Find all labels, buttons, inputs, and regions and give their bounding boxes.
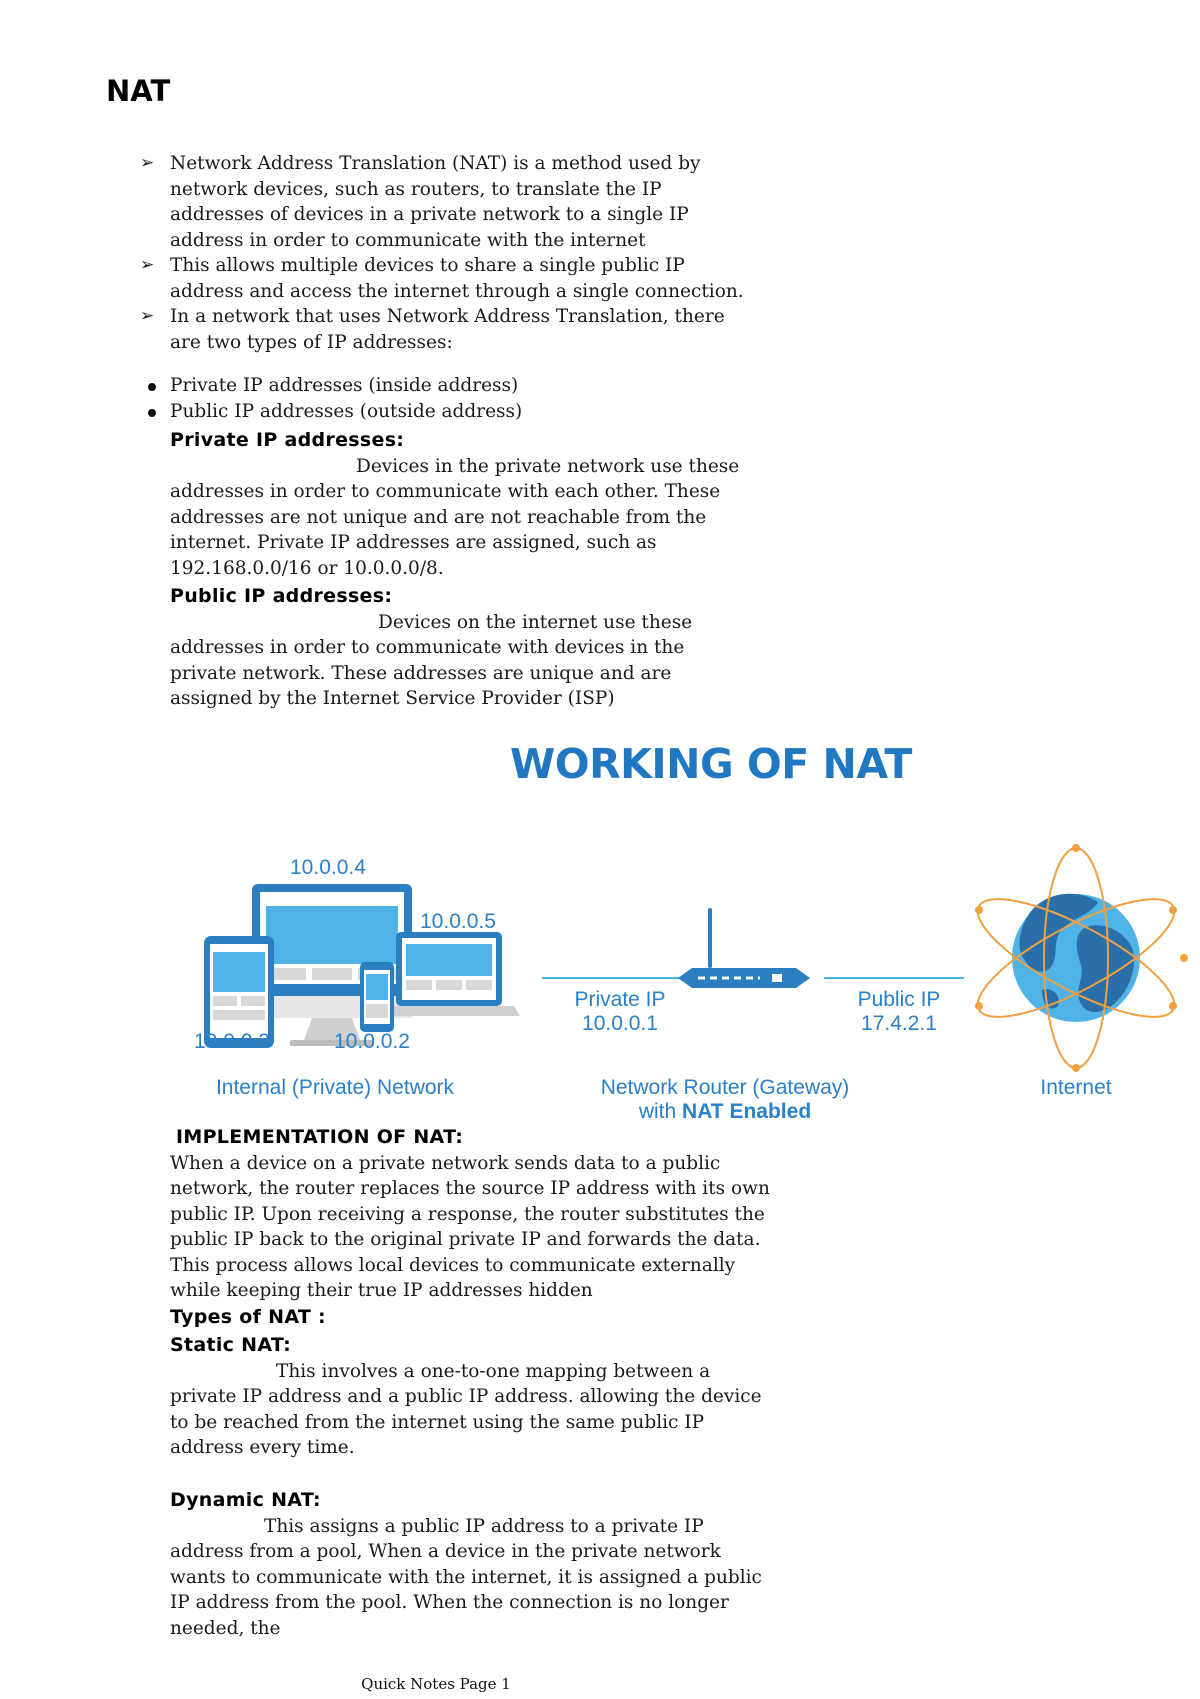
- globe-icon: [964, 844, 1188, 1072]
- types-heading: Types of NAT :: [170, 1306, 326, 1328]
- private-ip-value: 10.0.0.1: [582, 1012, 658, 1035]
- list-item-text: Public IP addresses (outside address): [170, 400, 523, 422]
- diagram-graphic: [180, 740, 1200, 1130]
- list-item: [148, 399, 708, 425]
- arrow-bullet-icon: ➢: [140, 255, 155, 275]
- section-text: When a device on a private network sends data to a public network, the router replaces the source IP address with its own public IP. Upon receiving a response, the router substitutes the public IP back to the original private IP and forwards the data. This process allows local devices to communicate externally while keeping their true IP addresses hidden: [170, 1152, 770, 1301]
- ip-label-phone: 10.0.0.2: [334, 1030, 410, 1053]
- private-ip-section: [170, 428, 770, 581]
- ip-label-monitor: 10.0.0.4: [290, 856, 366, 879]
- router-icon: [678, 910, 810, 988]
- laptop-icon: [378, 932, 520, 1016]
- section-heading: Public IP addresses:: [170, 585, 393, 607]
- list-item-text: This allows multiple devices to share a single public IP address and access the internet through a single connection.: [170, 255, 744, 302]
- list-item: [140, 304, 760, 355]
- list-item-text: Private IP addresses (inside address): [170, 375, 519, 396]
- list-item: [148, 373, 708, 399]
- arrow-bullet-icon: ➢: [140, 306, 155, 326]
- ip-label-tablet: 10.0.0.3: [194, 1030, 270, 1053]
- section-heading: Static NAT:: [170, 1334, 292, 1356]
- dynamic-nat-section: [170, 1488, 770, 1641]
- private-ip-caption: [550, 988, 690, 1036]
- section-heading: Private IP addresses:: [170, 429, 405, 451]
- router-caption-bold: NAT Enabled: [682, 1100, 812, 1123]
- ip-type-list: [148, 373, 708, 424]
- public-ip-caption: [834, 988, 964, 1036]
- list-item-text: In a network that uses Network Address Translation, there are two types of IP addresses:: [170, 306, 725, 353]
- dot-bullet-icon: [148, 383, 156, 391]
- section-text: This assigns a public IP address to a private IP address from a pool, When a device in the private network wants to communicate with the internet, it is assigned a public IP address from the pool. When the connection is no longer needed, the: [170, 1515, 762, 1639]
- router-caption-line1: Network Router (Gateway): [600, 1076, 850, 1099]
- public-ip-value: 17.4.2.1: [861, 1012, 937, 1035]
- page-title: NAT: [106, 74, 171, 108]
- router-caption-prefix: with: [638, 1100, 677, 1123]
- list-item-text: Network Address Translation (NAT) is a method used by network devices, such as routers, to translate the IP addresses of devices in a private network to a single IP address in order to communicate with the internet: [170, 153, 701, 251]
- dot-bullet-icon: [148, 409, 156, 417]
- static-nat-section: [170, 1333, 770, 1461]
- arrow-bullet-icon: ➢: [140, 153, 155, 173]
- section-text: This involves a one-to-one mapping between a private IP address and a public IP address. allowing the device to be reached from the internet using the same public IP address every time.: [170, 1360, 762, 1458]
- section-text: Devices on the internet use these addresses in order to communicate with devices in the private network. These addresses are unique and are assigned by the Internet Service Provider (ISP): [170, 611, 693, 709]
- section-text: Devices in the private network use these addresses in order to communicate with each other. These addresses are not unique and are not reachable from the internet. Private IP addresses are assigned, such as 192.168.0.0/16 or 10.0.0.0/8.: [170, 455, 740, 579]
- section-heading: Dynamic NAT:: [170, 1489, 321, 1511]
- diagram-title: WORKING OF NAT: [510, 740, 912, 788]
- section-heading: IMPLEMENTATION OF NAT:: [176, 1126, 464, 1148]
- public-ip-section: [170, 584, 750, 712]
- list-item: [140, 151, 760, 253]
- internet-caption: Internet: [1040, 1076, 1112, 1099]
- nat-diagram: [180, 740, 1200, 1130]
- intro-bullet-list: [140, 151, 760, 355]
- router-caption: [580, 1076, 870, 1124]
- internal-network-caption: Internal (Private) Network: [215, 1076, 455, 1099]
- phone-icon: [360, 962, 394, 1032]
- page-footer: Quick Notes Page 1: [361, 1675, 511, 1693]
- router-caption-line2: [580, 1100, 870, 1124]
- list-item: [140, 253, 760, 304]
- private-ip-label: Private IP: [574, 988, 666, 1011]
- public-ip-label: Public IP: [857, 988, 941, 1011]
- implementation-section: [170, 1125, 770, 1304]
- ip-label-laptop: 10.0.0.5: [420, 910, 496, 933]
